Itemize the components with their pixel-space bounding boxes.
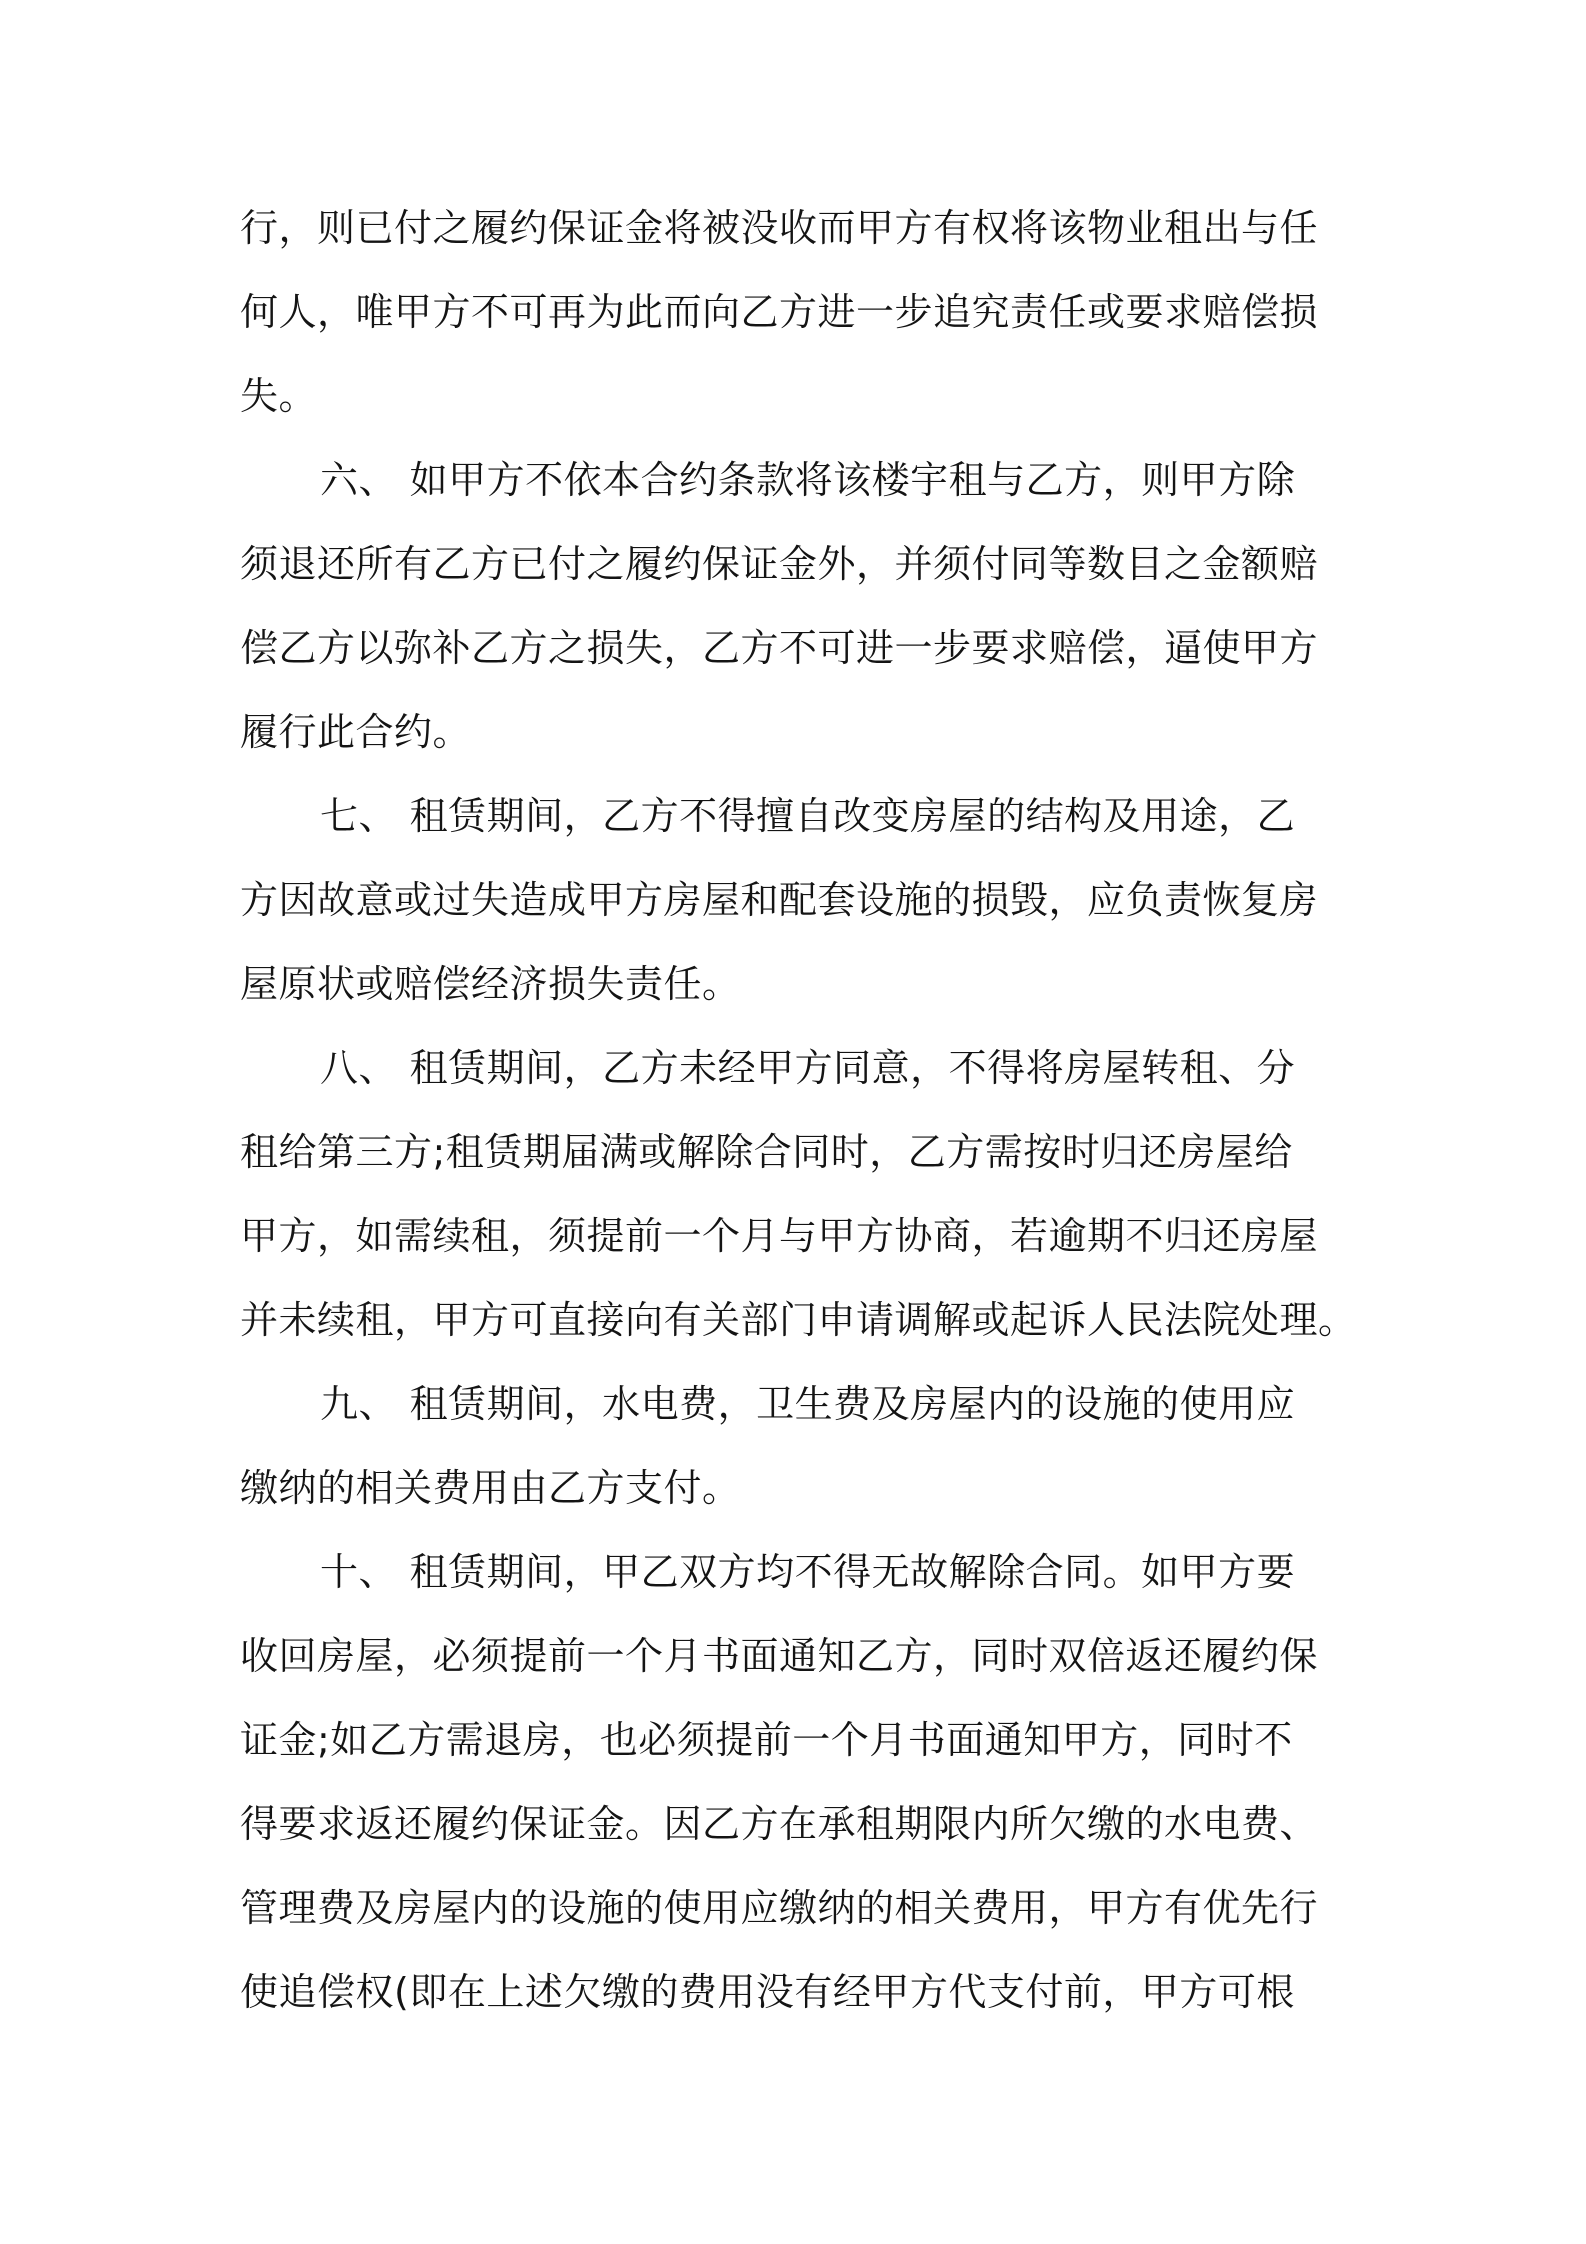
text-line: 租给第三方;租赁期届满或解除合同时，乙方需按时归还房屋给	[240, 1130, 1293, 1174]
text-line: 何人，唯甲方不可再为此而向乙方进一步追究责任或要求赔偿损	[240, 290, 1319, 334]
text-line: 缴纳的相关费用由乙方支付。	[240, 1466, 741, 1510]
text-line: 使追偿权(即在上述欠缴的费用没有经甲方代支付前，甲方可根	[240, 1970, 1295, 2014]
text-line: 偿乙方以弥补乙方之损失，乙方不可进一步要求赔偿，逼使甲方	[240, 626, 1319, 670]
clause-10-heading-line: 十、 租赁期间，甲乙双方均不得无故解除合同。如甲方要	[320, 1550, 1296, 1594]
text-line: 行，则已付之履约保证金将被没收而甲方有权将该物业租出与任	[240, 206, 1319, 250]
text-line: 屋原状或赔偿经济损失责任。	[240, 962, 741, 1006]
clause-8-heading-line: 八、 租赁期间，乙方未经甲方同意，不得将房屋转租、分	[320, 1046, 1296, 1090]
text-line: 收回房屋，必须提前一个月书面通知乙方，同时双倍返还履约保	[240, 1634, 1319, 1678]
clause-9-heading-line: 九、 租赁期间，水电费，卫生费及房屋内的设施的使用应	[320, 1382, 1296, 1426]
text-line: 证金;如乙方需退房，也必须提前一个月书面通知甲方，同时不	[240, 1718, 1293, 1762]
contract-text	[240, 186, 1370, 2034]
clause-6-heading-line: 六、 如甲方不依本合约条款将该楼宇租与乙方，则甲方除	[320, 458, 1296, 502]
text-line: 管理费及房屋内的设施的使用应缴纳的相关费用，甲方有优先行	[240, 1886, 1319, 1930]
text-line: 甲方，如需续租，须提前一个月与甲方协商，若逾期不归还房屋	[240, 1214, 1319, 1258]
text-line: 得要求返还履约保证金。因乙方在承租期限内所欠缴的水电费、	[240, 1802, 1319, 1846]
text-line: 并未续租，甲方可直接向有关部门申请调解或起诉人民法院处理。	[240, 1298, 1357, 1342]
text-line: 失。	[240, 374, 318, 418]
text-line: 须退还所有乙方已付之履约保证金外，并须付同等数目之金额赔	[240, 542, 1319, 586]
text-line: 履行此合约。	[240, 710, 472, 754]
clause-7-heading-line: 七、 租赁期间，乙方不得擅自改变房屋的结构及用途，乙	[320, 794, 1296, 838]
text-line: 方因故意或过失造成甲方房屋和配套设施的损毁，应负责恢复房	[240, 878, 1319, 922]
